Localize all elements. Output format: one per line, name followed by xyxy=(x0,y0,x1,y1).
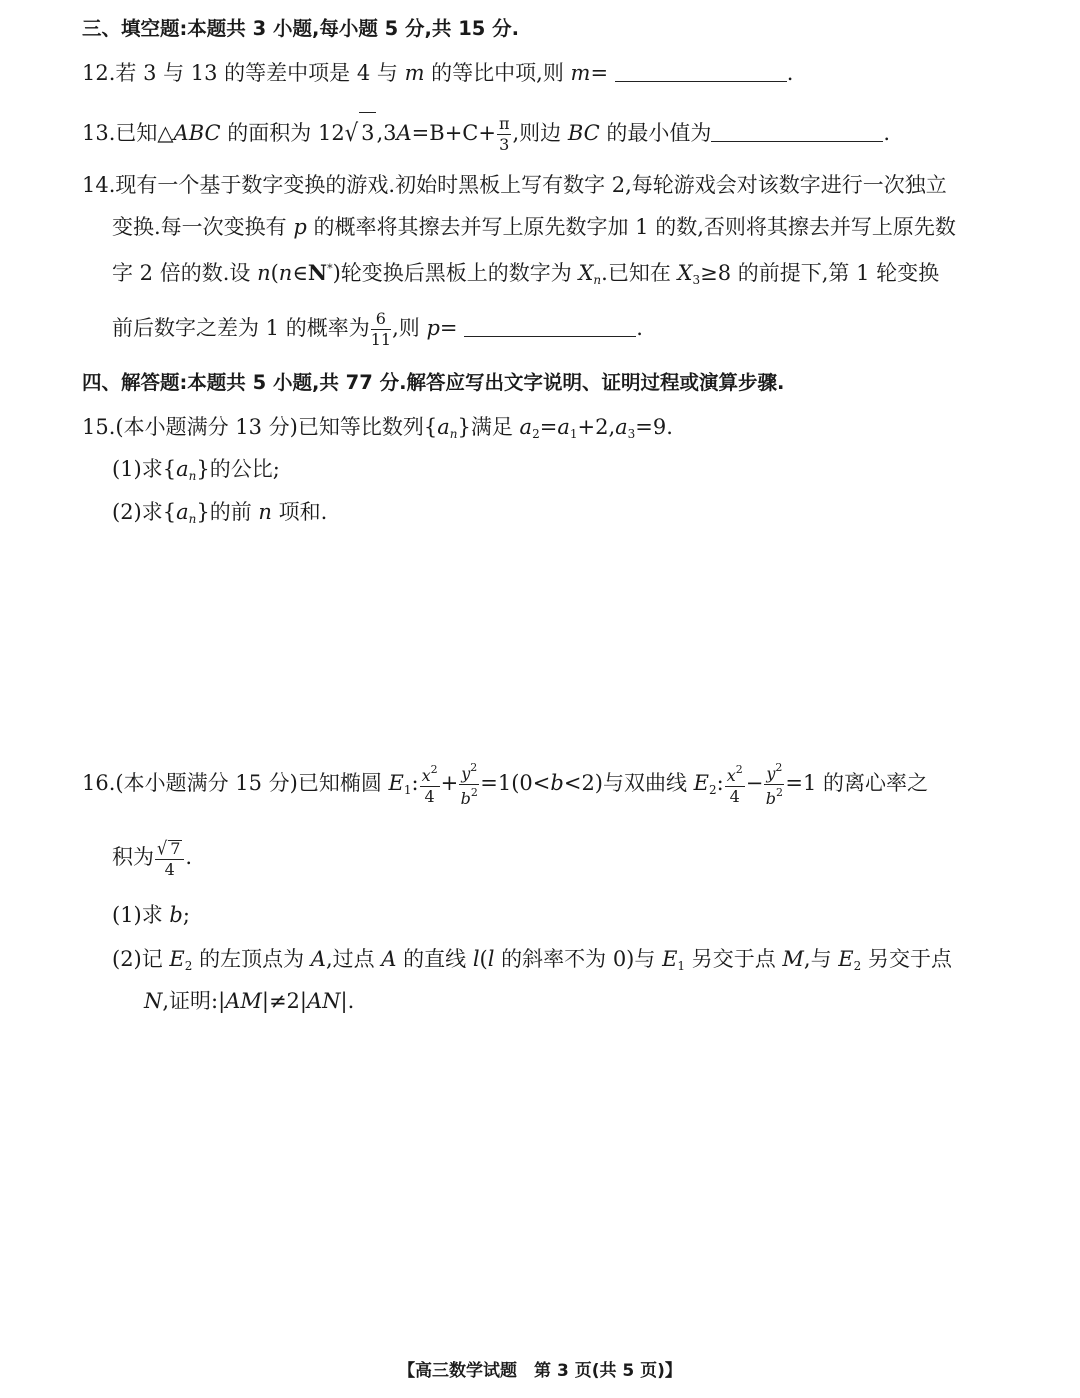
page-footer: 【高三数学试题 第 3 页(共 5 页)】 xyxy=(398,1361,682,1381)
question-16-part-2-line-2: N,证明:|AM|≠2|AN|. xyxy=(144,989,355,1013)
question-14-line-4: 前后数字之差为 1 的概率为 $\frac{6}{11}$ ,则 p= . xyxy=(112,309,643,349)
fraction-6-over-11: $\frac{6}{11}$ xyxy=(370,309,392,349)
question-15-part-2: (2)求$\{a_n\}$的前 n 项和. xyxy=(112,500,328,526)
question-14-line-3: 字 2 倍的数.设 n(n∈N*)轮变换后黑板上的数字为 $X_n$.已知在 $X_3\ge 8$ 的前提下,第 1 轮变换 xyxy=(112,260,940,287)
question-13: 13.已知△ABC 的面积为 12√ 3,3A=B+C+ $\frac{\pi}{3}$ ,则边 BC 的最小值为 . xyxy=(82,114,891,154)
section-heading-fill-in: 三、填空题:本题共 3 小题,每小题 5 分,共 15 分. xyxy=(82,17,520,40)
fraction-y2-over-b2-hyperbola: $\frac{y^2}{b^2}$ xyxy=(765,761,784,808)
fraction-x2-over-4: $\frac{x^2}{4}$ xyxy=(421,763,438,806)
answer-blank-13[interactable] xyxy=(711,123,883,142)
fraction-x2-over-4-hyperbola: $\frac{x^2}{4}$ xyxy=(726,763,743,806)
question-12: 12.若 3 与 13 的等差中项是 4 与 m 的等比中项,则 m= . xyxy=(82,61,794,85)
question-15-stem: 15.(本小题满分 13 分)已知等比数列$\{a_n\}$满足 $a_2=a_1+2,a_3=9$. xyxy=(82,415,673,441)
fraction-pi-over-3: $\frac{\pi}{3}$ xyxy=(498,114,510,154)
fraction-y2-over-b2: $\frac{y^2}{b^2}$ xyxy=(460,761,478,808)
question-16-stem: 16.(本小题满分 15 分)已知椭圆 $E_1$: $\frac{x^2}{4}$ + $\frac{y^2}{b^2}$ =1(0<b<2)与双曲线 $E_2$: $\frac{x^2}{4}$ − $\frac{y^2}{b^2}$ =1 的离心率之 xyxy=(82,761,929,808)
fraction-sqrt7-over-4: $\frac{√ 7}{4}$ xyxy=(155,840,184,878)
question-15-part-1: (1)求$\{a_n\}$的公比; xyxy=(112,457,280,483)
answer-blank-12[interactable] xyxy=(615,63,787,82)
question-16-part-2-line-1: (2)记 $E_2$ 的左顶点为 A,过点 A 的直线 l(l 的斜率不为 0)与 $E_1$ 另交于点 M,与 $E_2$ 另交于点 xyxy=(112,947,952,973)
question-14-line-2: 变换.每一次变换有 p 的概率将其擦去并写上原先数字加 1 的数,否则将其擦去并写上原先数 xyxy=(112,215,956,239)
answer-blank-14[interactable] xyxy=(464,318,636,337)
question-14-line-1: 14.现有一个基于数字变换的游戏.初始时黑板上写有数字 2,每轮游戏会对该数字进行一次独立 xyxy=(82,173,947,197)
question-16-part-1: (1)求 b; xyxy=(112,903,190,927)
question-16-stem-line-2: 积为 $\frac{√ 7}{4}$ . xyxy=(112,837,193,879)
section-heading-answer: 四、解答题:本题共 5 小题,共 77 分.解答应写出文字说明、证明过程或演算步骤. xyxy=(82,371,785,394)
